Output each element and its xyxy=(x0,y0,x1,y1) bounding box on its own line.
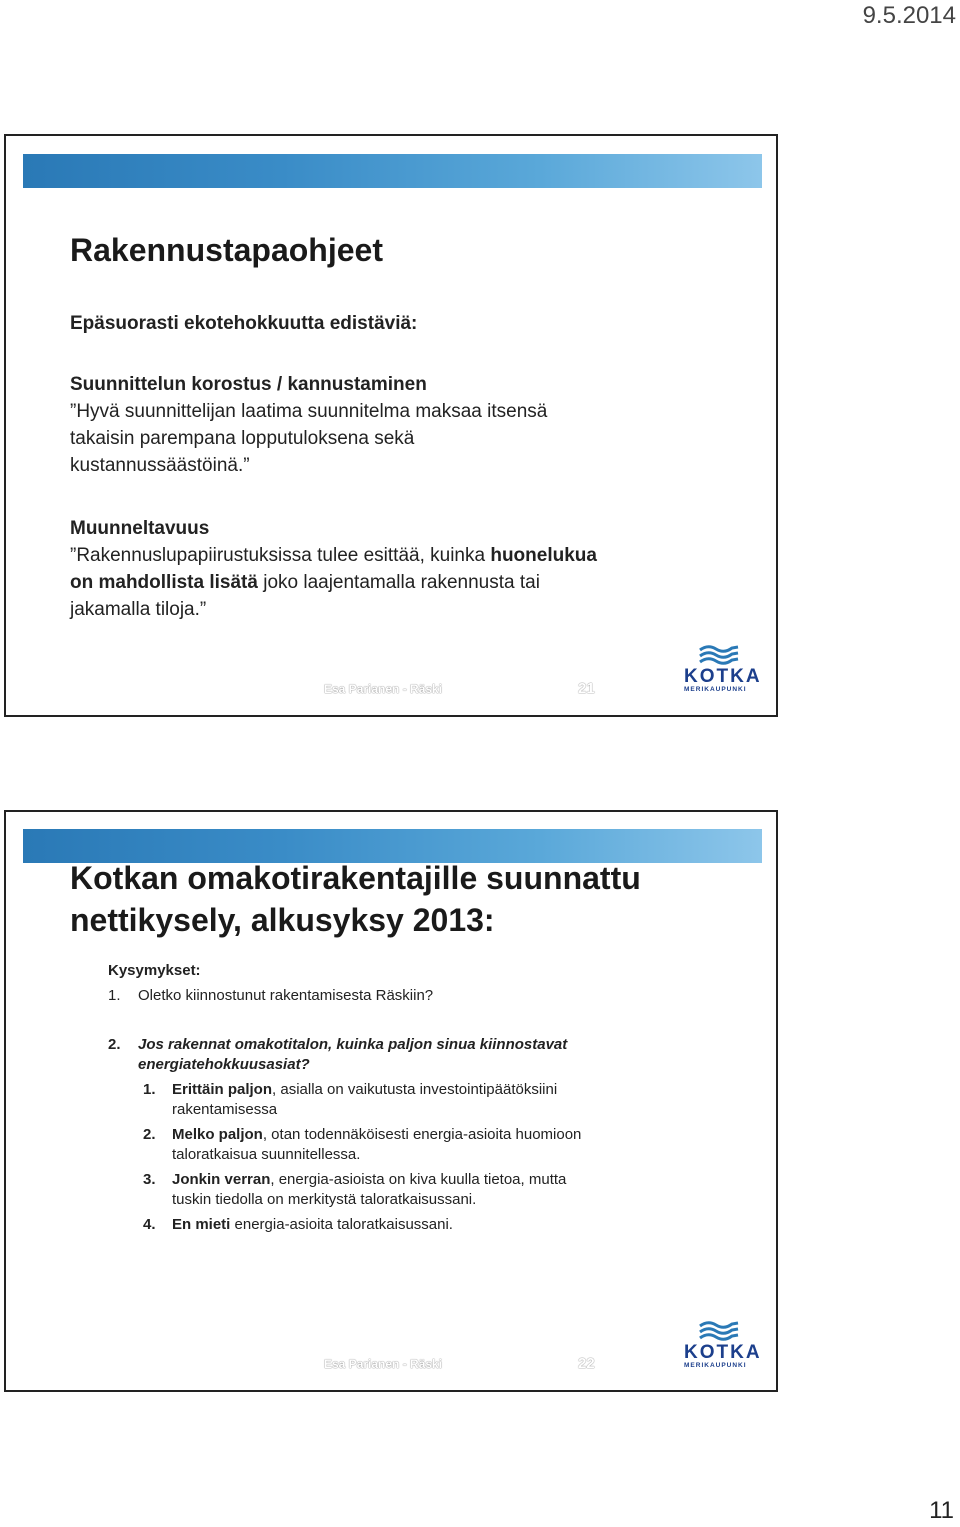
answer-text: , otan todennäköisesti energia-asioita huomioon xyxy=(262,1126,582,1143)
logo-name: KOTKA xyxy=(684,1342,762,1363)
slide-header-band xyxy=(23,154,762,188)
question-text: Oletko kiinnostunut rakentamisesta Räskiin? xyxy=(138,987,434,1004)
answer-number: 2. xyxy=(143,1126,156,1143)
section-text-line: kustannussäästöinä.” xyxy=(70,455,250,476)
section-text-line: takaisin parempana lopputuloksena sekä xyxy=(70,428,415,449)
slide-subtitle: Epäsuorasti ekotehokkuutta edistäviä: xyxy=(70,313,418,334)
section-text-line: ”Hyvä suunnittelijan laatima suunnitelma maksaa itsensä xyxy=(70,401,548,422)
footer-author: Esa Parianen - Räski xyxy=(324,1357,443,1371)
questions-label: Kysymykset: xyxy=(108,962,201,979)
answer-text-line: tuskin tiedolla on merkitystä taloratkaisussani. xyxy=(172,1191,477,1208)
answer-text: , energia-asioista on kiva kuulla tietoa, mutta xyxy=(270,1171,567,1188)
answer-option xyxy=(143,1170,736,1210)
slide-number: 21 xyxy=(578,680,595,697)
answer-option xyxy=(143,1125,736,1165)
section-text-line: jakamalla tiloja.” xyxy=(70,599,207,620)
section-heading: Muunneltavuus xyxy=(70,518,210,539)
answer-bold: Erittäin paljon xyxy=(172,1081,273,1098)
answer-text: , asialla on vaikutusta investointipäätöksiini xyxy=(272,1081,558,1098)
logo-subtitle: MERIKAUPUNKI xyxy=(684,686,747,693)
logo-name: KOTKA xyxy=(684,666,762,687)
answer-option xyxy=(143,1215,736,1235)
question-2 xyxy=(108,1035,736,1075)
question-text-line: energiatehokkuusasiat? xyxy=(138,1056,310,1073)
answer-number: 4. xyxy=(143,1216,156,1233)
section-text-line xyxy=(70,569,736,596)
footer-author: Esa Parianen - Räski xyxy=(324,682,443,696)
section-heading: Suunnittelun korostus / kannustaminen xyxy=(70,374,427,395)
slide-21 xyxy=(4,134,778,717)
answer-text: energia-asioita taloratkaisussani. xyxy=(230,1216,453,1233)
logo-subtitle: MERIKAUPUNKI xyxy=(684,1362,747,1369)
answer-option xyxy=(143,1080,736,1120)
answer-bold: En mieti xyxy=(172,1216,231,1233)
answer-number: 1. xyxy=(143,1081,156,1098)
slide-title-line: Kotkan omakotirakentajille suunnattu xyxy=(70,860,641,896)
answer-number: 3. xyxy=(143,1171,156,1188)
question-number: 1. xyxy=(108,987,121,1004)
answer-text-line: rakentamisessa xyxy=(172,1101,278,1118)
kotka-waves-icon xyxy=(698,644,740,666)
slide-number: 22 xyxy=(578,1355,595,1372)
text-segment-bold: huonelukua xyxy=(490,545,597,566)
kotka-logo xyxy=(680,644,762,694)
text-segment-bold: on mahdollista lisätä xyxy=(70,572,258,593)
kotka-waves-icon xyxy=(698,1320,740,1342)
question-number: 2. xyxy=(108,1036,121,1053)
answer-bold: Jonkin verran xyxy=(172,1171,271,1188)
page-number: 11 xyxy=(929,1497,954,1524)
slide-title: Rakennustapaohjeet xyxy=(70,232,383,268)
text-segment: joko laajentamalla rakennusta tai xyxy=(257,572,540,593)
text-segment: ”Rakennuslupapiirustuksissa tulee esittää, kuinka xyxy=(70,545,491,566)
question-text-line: Jos rakennat omakotitalon, kuinka paljon sinua kiinnostavat xyxy=(138,1036,568,1053)
slide-title-line: nettikysely, alkusyksy 2013: xyxy=(70,901,495,938)
page-date: 9.5.2014 xyxy=(862,2,956,29)
question-1 xyxy=(108,986,736,1006)
answer-bold: Melko paljon xyxy=(172,1126,263,1143)
kotka-logo xyxy=(680,1320,762,1370)
answer-text-line: taloratkaisua suunnitellessa. xyxy=(172,1146,361,1163)
section-text-line xyxy=(70,542,736,569)
slide-22 xyxy=(4,810,778,1392)
